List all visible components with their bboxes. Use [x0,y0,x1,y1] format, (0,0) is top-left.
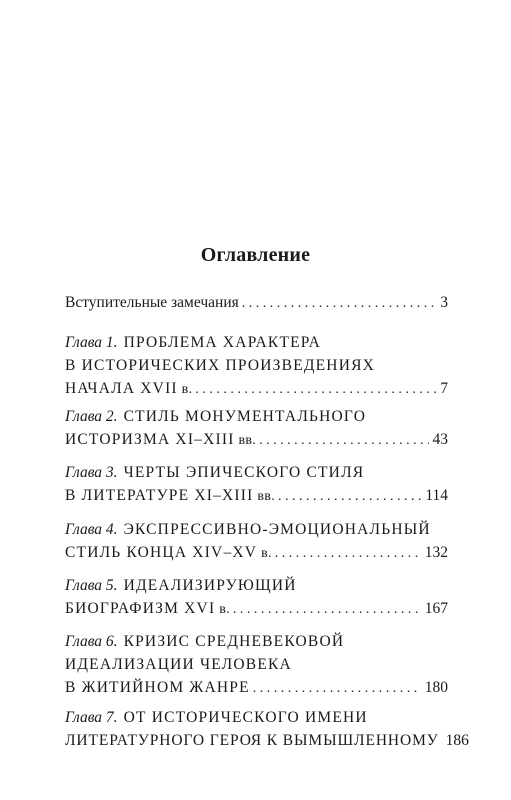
chapter-label: Глава 6. [65,633,118,650]
toc-entry-text: ОТ ИСТОРИЧЕСКОГО ИМЕНИ [123,709,368,726]
dot-leader [253,677,421,700]
toc-entry-chapter-2[interactable] [65,405,448,451]
chapter-label: Глава 7. [65,709,118,726]
toc-entry-text: ЭКСПРЕССИВНО-ЭМОЦИОНАЛЬНЫЙ [123,521,431,538]
page-number: 3 [440,294,448,311]
page-number: 43 [432,431,448,448]
toc-entry-chapter-7[interactable] [65,706,469,752]
dot-leader [242,292,437,315]
toc-entry-suffix: в. [261,546,272,561]
page-number: 132 [424,544,448,561]
toc-entry-text: ЧЕРТЫ ЭПИЧЕСКОГО СТИЛЯ [123,464,365,481]
dot-leader [233,598,421,621]
toc-entry-suffix: вв. [257,489,276,504]
toc-entry-chapter-3[interactable] [65,461,448,507]
toc-entry-introduction[interactable] [65,291,448,314]
toc-entry-suffix: в. [219,602,230,617]
dot-leader [275,542,421,565]
chapter-label: Глава 3. [65,464,118,481]
toc-entry-text: В ИСТОРИЧЕСКИХ ПРОИЗВЕДЕНИЯХ [65,357,376,374]
toc-entry-text: Вступительные замечания [65,294,239,311]
toc-entry-text: БИОГРАФИЗМ XVI [65,600,216,617]
toc-entry-chapter-6[interactable] [65,630,448,699]
toc-entry-text: СТИЛЬ МОНУМЕНТАЛЬНОГО [123,408,367,425]
toc-entry-chapter-5[interactable] [65,574,448,620]
dot-leader [278,485,421,508]
toc-entry-text: ЛИТЕРАТУРНОГО ГЕРОЯ К ВЫМЫШЛЕННОМУ [65,732,439,749]
toc-entry-text: КРИЗИС СРЕДНЕВЕКОВОЙ [123,633,345,650]
toc-entry-text: НАЧАЛА XVII [65,380,178,397]
dot-leader [259,429,428,452]
chapter-label: Глава 5. [65,577,118,594]
toc-entry-text: ИДЕАЛИЗАЦИИ ЧЕЛОВЕКА [65,656,292,673]
toc-entry-text: В ЖИТИЙНОМ ЖАНРЕ [65,679,250,696]
toc-entry-chapter-1[interactable] [65,331,448,400]
toc-entry-text: В ЛИТЕРАТУРЕ XI–XIII [65,487,254,504]
dot-leader [195,378,436,401]
chapter-label: Глава 4. [65,521,118,538]
page-number: 114 [425,487,448,504]
toc-title: Оглавление [200,244,311,266]
page-number: 180 [424,679,448,696]
toc-entry-text: ПРОБЛЕМА ХАРАКТЕРА [123,334,322,351]
toc-entry-suffix: в. [181,382,193,397]
toc-entry-text: СТИЛЬ КОНЦА XIV–XV [65,544,258,561]
chapter-label: Глава 1. [65,334,118,351]
chapter-label: Глава 2. [65,408,118,425]
toc-entry-chapter-4[interactable] [65,518,448,564]
page-number: 186 [445,732,469,749]
page-number: 7 [440,380,448,397]
toc-entry-text: ИДЕАЛИЗИРУЮЩИЙ [123,577,297,594]
toc-entry-text: ИСТОРИЗМА XI–XIII [65,431,235,448]
toc-entry-suffix: вв. [238,433,257,448]
page-number: 167 [424,600,448,617]
